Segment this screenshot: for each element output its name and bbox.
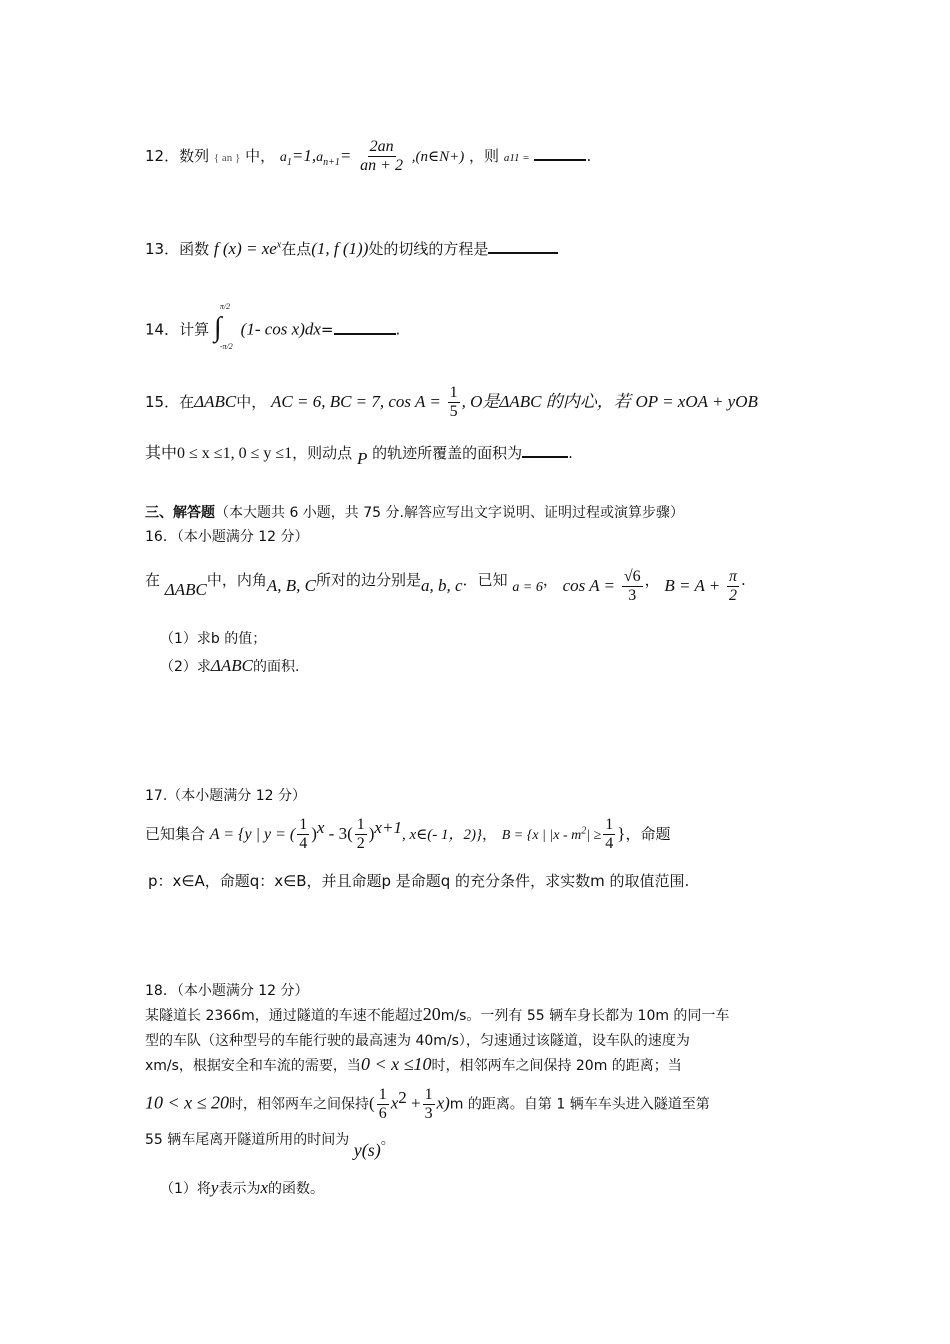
q12-sequence: { an } xyxy=(213,152,241,164)
q16-fraction2: $\frac{\pi}{2}$ xyxy=(729,568,738,604)
q17-exp1: x xyxy=(316,818,325,837)
q18-speed: 20 xyxy=(422,1004,441,1024)
q18-line1 xyxy=(145,1004,729,1025)
q12-then: ，则 xyxy=(469,147,500,165)
question-13 xyxy=(145,238,558,259)
q17-frac2: $\frac{1}{2}$ xyxy=(356,816,365,852)
section-heading xyxy=(145,502,684,522)
q17-paren2: ) xyxy=(368,824,375,843)
q18-range2: 10 < x ≤ 20 xyxy=(145,1092,230,1113)
q13-number: 13． xyxy=(145,240,180,258)
q13-answer-blank[interactable] xyxy=(488,252,558,254)
q18-l1a: 某隧道长 2366m，通过隧道的车速不能超过 xyxy=(145,1008,423,1024)
question-17-line1 xyxy=(145,816,670,853)
q18-p1c: 表示为 xyxy=(218,1181,261,1197)
q12-end: . xyxy=(586,147,592,165)
q14-answer-blank[interactable] xyxy=(334,333,396,335)
q14-text: 计算 xyxy=(179,320,210,339)
q13-point: (1, f (1)) xyxy=(311,239,369,258)
q15-text4: 的轨迹所覆盖的面积为 xyxy=(372,444,523,462)
q14-equals: = xyxy=(320,320,334,339)
q12-number: 12． xyxy=(145,147,180,165)
q16-cos: cos A = xyxy=(562,576,616,595)
q12-a11: a11 = xyxy=(503,152,530,164)
q12-answer-blank[interactable] xyxy=(534,159,586,161)
question-12 xyxy=(145,138,591,175)
section-title: 三、解答题 xyxy=(145,505,215,521)
q18-l3a: xm/s，根据安全和车流的需要，当 xyxy=(145,1058,361,1074)
q12-text: 数列 xyxy=(179,147,210,165)
q15-triangle: ΔABC xyxy=(194,392,237,411)
q18-p1b: y xyxy=(210,1178,219,1197)
q18-l3c: 时，相邻两车之间保持 20m 的距离；当 xyxy=(431,1058,682,1074)
q18-y: y(s) xyxy=(353,1140,381,1160)
q13-function: f $(x) = xe^x$ xyxy=(213,239,282,258)
q17-brace: } xyxy=(617,824,626,843)
q18-l4g: m 的距离。自第 1 辆车车头进入隧道至第 xyxy=(449,1096,710,1113)
q18-frac1: $\frac{1}{6}$ xyxy=(378,1086,387,1122)
q16-sides: a, b, c xyxy=(421,576,463,595)
q18-l5c: 。 xyxy=(380,1132,395,1148)
q14-number: 14． xyxy=(145,320,180,339)
q18-line3 xyxy=(145,1054,682,1075)
q13-text: 函数 xyxy=(179,240,210,258)
q16-triangle: ΔABC xyxy=(164,580,207,599)
q16-heading: 16．（本小题满分 12 分） xyxy=(145,529,309,545)
q15-incenter: , O是ΔABC 的内心，若 xyxy=(461,392,631,411)
q16-text3: 所对的边分别是 xyxy=(316,571,422,589)
q16-text4: ．已知 xyxy=(462,571,508,589)
q16-a-value: a = 6 xyxy=(512,580,543,595)
q16-fraction1: $\frac{√6}{3}$ xyxy=(623,568,641,604)
q15-text: 在 xyxy=(179,393,195,411)
q18-x2: x) xyxy=(436,1093,450,1113)
q17-domain: , x∈(- 1，2)} xyxy=(401,827,482,843)
q16-part2-a: （2）求 xyxy=(160,659,211,675)
q13-text3: 处的切线的方程是 xyxy=(368,240,489,258)
q12-a1: $a_1=1,a_{n+1}=$ xyxy=(279,146,352,168)
q15-conditions: AC = 6, BC = 7, cos A = xyxy=(271,392,441,411)
q16-part2 xyxy=(160,656,299,676)
q17-minus: - 3( xyxy=(324,824,353,843)
q14-upper-limit: π/2 xyxy=(219,302,231,311)
q18-l4b: 时，相邻两车之间保持 xyxy=(229,1096,370,1113)
q15-answer-blank[interactable] xyxy=(522,456,568,458)
q15-vector: OP = xOA + yOB xyxy=(635,392,758,411)
q17-text2: ，命题 xyxy=(625,825,671,843)
q17-frac3: $\frac{1}{4}$ xyxy=(605,816,614,852)
question-15-line1 xyxy=(145,384,758,421)
q15-end: . xyxy=(568,444,573,462)
q12-fraction: $\frac{2an}{an + 2}$ xyxy=(360,138,403,174)
q18-l1c: m/s。一列有 55 辆车身长都为 10m 的同一车 xyxy=(440,1008,730,1024)
integral-sign-icon: ∫ xyxy=(213,312,222,343)
q14-end: . xyxy=(395,320,401,339)
q18-exp: 2 xyxy=(398,1087,407,1107)
q16-text: 在 xyxy=(145,571,161,589)
q15-text2: 中， xyxy=(236,393,267,411)
q18-heading: 18．（本小题满分 12 分） xyxy=(145,983,309,999)
q16-angles: A, B, C xyxy=(266,576,317,595)
q17-paren1: ) xyxy=(311,824,317,843)
q17-set-b: B = {x | $|x - m^2|$ ≥ xyxy=(501,825,602,843)
q18-x: x xyxy=(390,1093,399,1113)
q16-sep2: ， xyxy=(644,571,660,589)
q18-p1d: x xyxy=(260,1178,269,1197)
question-16 xyxy=(145,562,746,604)
q18-p1e: 的函数。 xyxy=(268,1181,325,1197)
q14-lower-limit: -π/2 xyxy=(219,342,233,351)
q16-part2-triangle: ΔABC xyxy=(210,656,254,675)
q15-fraction: $\frac{1}{5}$ xyxy=(449,384,458,420)
q18-line5 xyxy=(145,1128,395,1160)
q16-part2-c: 的面积. xyxy=(253,659,300,675)
q18-paren-open: ( xyxy=(369,1093,375,1113)
question-17-line2: p：x∈A，命题q：x∈B，并且命题p 是命题q 的充分条件，求实数m 的取值范围. xyxy=(148,872,690,890)
q15-number: 15． xyxy=(145,393,180,411)
q16-b-relation: B = A + xyxy=(664,576,721,595)
q16-sep: ， xyxy=(542,571,558,589)
q15-text3: ，则动点 xyxy=(292,444,353,462)
q15-point-p: P xyxy=(356,449,368,468)
q18-p1a: （1）将 xyxy=(160,1181,211,1197)
q17-frac1: $\frac{1}{4}$ xyxy=(299,816,308,852)
q14-integrand: (1- cos x)dx xyxy=(240,319,321,339)
q14-integral xyxy=(213,302,236,352)
q17-text: 已知集合 xyxy=(145,825,206,843)
q16-part1: （1）求b 的值； xyxy=(160,631,267,647)
q12-text2: 中， xyxy=(245,147,276,165)
q13-text2: 在点 xyxy=(281,240,312,258)
q18-plus: + xyxy=(406,1093,421,1113)
section-description: （本大题共 6 小题，共 75 分.解答应写出文字说明、证明过程或演算步骤） xyxy=(215,505,684,521)
q17-exp2: x+1 xyxy=(374,818,402,837)
q17-set-a: A = {y | y = ( xyxy=(209,826,296,843)
q18-frac2: $\frac{1}{3}$ xyxy=(424,1086,433,1122)
q18-line2: 型的车队（这种型号的车能行驶的最高速为 40m/s），匀速通过该隧道，设车队的速度为 xyxy=(145,1033,690,1049)
q17-heading: 17.（本小题满分 12 分） xyxy=(145,788,306,804)
q12-domain: ,(n∈N+) xyxy=(411,149,465,165)
question-14 xyxy=(145,302,401,352)
q16-text2: 中，内角 xyxy=(206,571,267,589)
q18-line4 xyxy=(145,1086,710,1123)
q18-range1: 0 < x ≤10 xyxy=(360,1054,432,1074)
q18-l5a: 55 辆车尾离开隧道所用的时间为 xyxy=(145,1132,350,1148)
q15-range: 其中0 ≤ x ≤1, 0 ≤ y ≤1 xyxy=(145,445,293,462)
q18-part1 xyxy=(160,1178,324,1198)
q16-end: . xyxy=(741,571,746,589)
q17-sep: ， xyxy=(481,825,497,843)
question-15-line2 xyxy=(145,440,573,468)
